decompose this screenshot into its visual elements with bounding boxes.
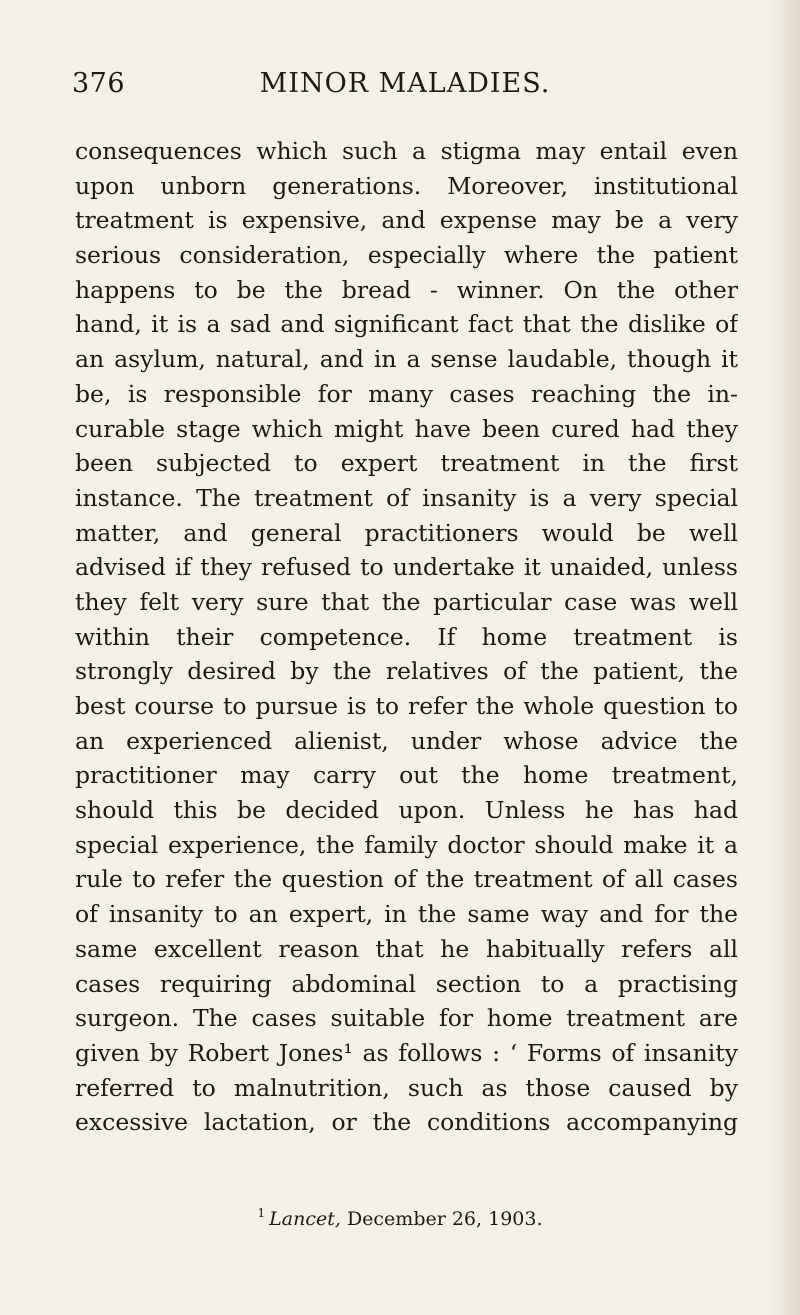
text-line: surgeon. The cases suitable for home treatment are bbox=[75, 1004, 738, 1033]
text-line: upon unborn generations. Moreover, institutional bbox=[75, 171, 738, 200]
text-line: happens to be the bread - winner. On the other bbox=[75, 275, 738, 304]
text-line: referred to malnutrition, such as those caused by bbox=[75, 1073, 738, 1102]
footnote-date: December 26, 1903. bbox=[346, 1208, 543, 1230]
text-line: of insanity to an expert, in the same way and for the bbox=[75, 900, 738, 929]
text-line: cases requiring abdominal section to a practising bbox=[75, 969, 738, 998]
body-text bbox=[75, 134, 738, 1140]
text-line: given by Robert Jones¹ as follows : ‘ Forms of insanity bbox=[75, 1038, 738, 1067]
footnote-source: Lancet, bbox=[269, 1208, 341, 1230]
text-line: instance. The treatment of insanity is a very special bbox=[75, 483, 738, 512]
text-line: be, is responsible for many cases reaching the in- bbox=[75, 379, 738, 408]
text-line: they felt very sure that the particular case was well bbox=[75, 587, 738, 616]
text-line: special experience, the family doctor should make it a bbox=[75, 830, 738, 859]
text-line: consequences which such a stigma may entail even bbox=[75, 137, 738, 165]
text-line: practitioner may carry out the home treatment, bbox=[75, 761, 738, 790]
text-line: strongly desired by the relatives of the patient, the bbox=[75, 657, 738, 686]
text-line: hand, it is a sad and significant fact that the dislike of bbox=[75, 310, 738, 339]
text-line: treatment is expensive, and expense may be a very bbox=[75, 206, 738, 235]
text-line: within their competence. If home treatment is bbox=[75, 622, 738, 651]
footnote-marker: 1 bbox=[257, 1206, 266, 1220]
page-number: 376 bbox=[72, 68, 126, 99]
text-line: rule to refer the question of the treatment of all cases bbox=[75, 865, 738, 894]
text-line: best course to pursue is to refer the whole question to bbox=[75, 692, 738, 720]
footnote bbox=[0, 1206, 800, 1230]
running-head: MINOR MALADIES. bbox=[259, 68, 551, 99]
text-line: been subjected to expert treatment in the first bbox=[75, 449, 738, 478]
page-header bbox=[72, 68, 738, 108]
text-line: advised if they refused to undertake it unaided, unless bbox=[75, 553, 738, 582]
text-line: curable stage which might have been cured had they bbox=[75, 414, 738, 443]
text-line: should this be decided upon. Unless he has had bbox=[75, 796, 738, 825]
text-line: an experienced alienist, under whose advice the bbox=[75, 726, 738, 755]
text-line: same excellent reason that he habitually refers all bbox=[75, 934, 738, 963]
text-line: serious consideration, especially where the patient bbox=[75, 241, 738, 270]
text-line: excessive lactation, or the conditions accompanying bbox=[75, 1108, 738, 1137]
text-line: an asylum, natural, and in a sense laudable, though it bbox=[75, 345, 738, 374]
text-line: matter, and general practitioners would be well bbox=[75, 518, 738, 547]
